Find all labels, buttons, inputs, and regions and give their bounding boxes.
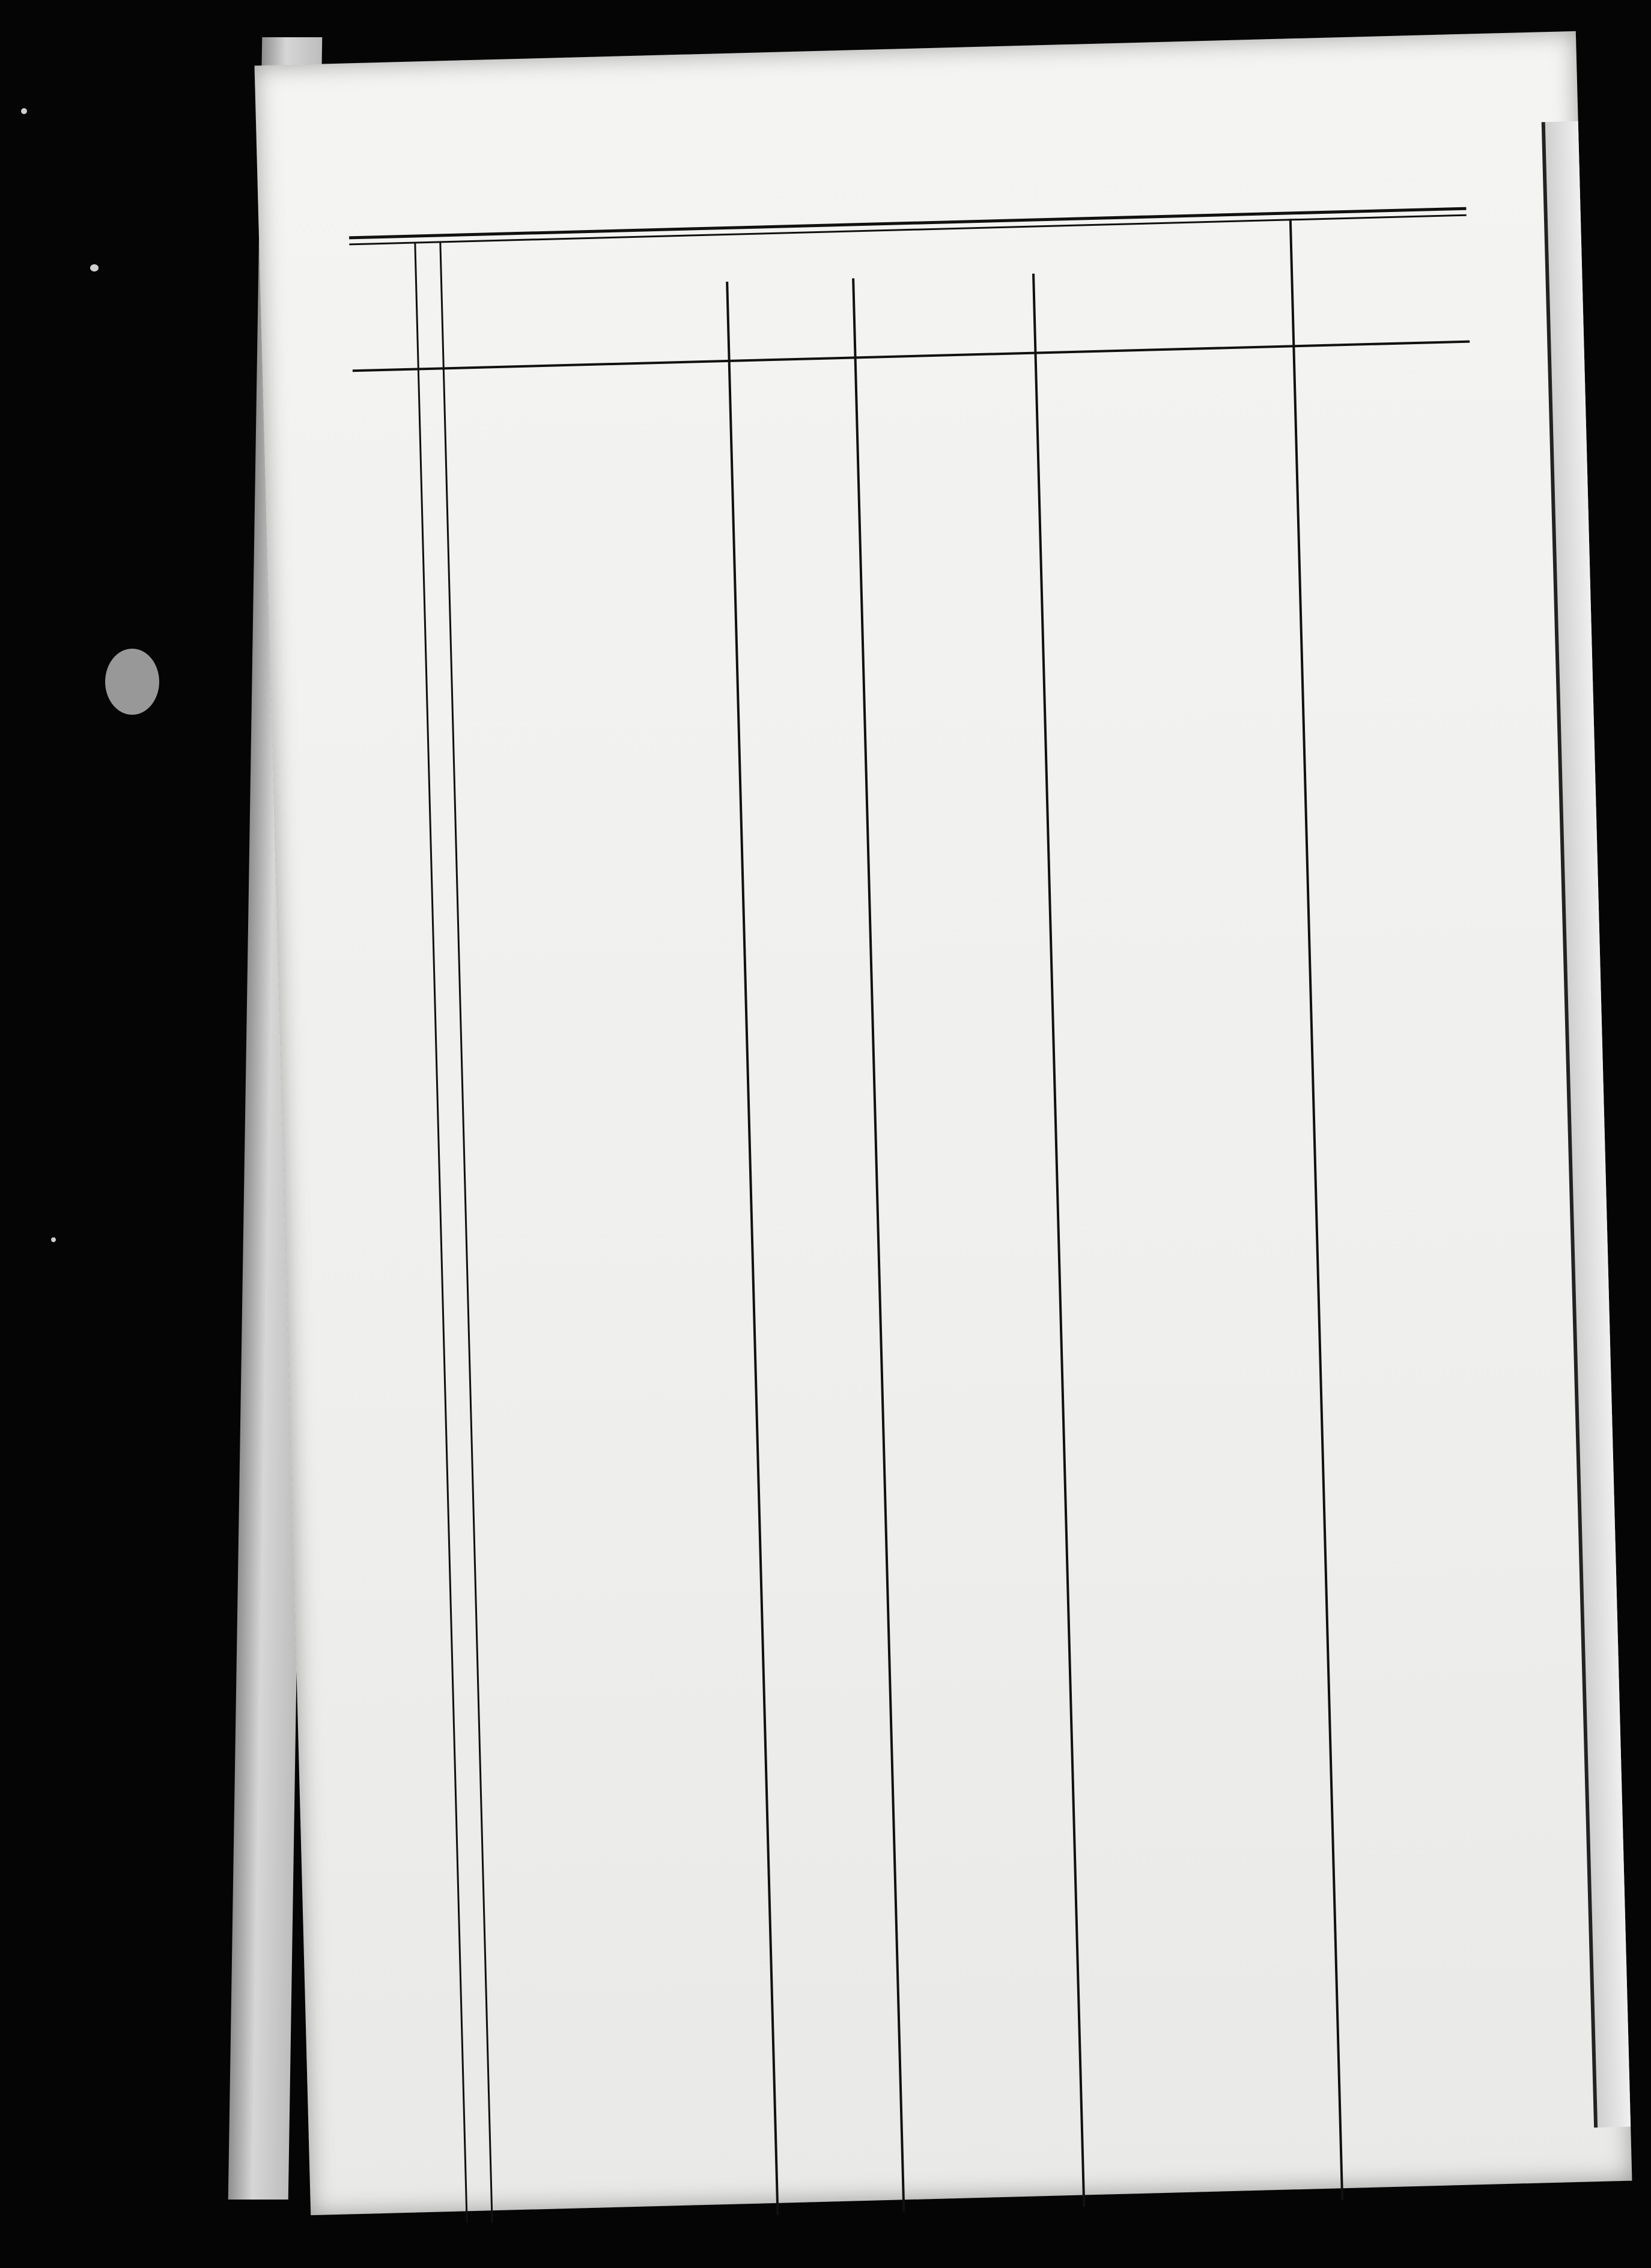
column-header-number — [350, 254, 410, 256]
ledger-page — [255, 31, 1632, 2215]
dust-speck — [90, 264, 99, 271]
voter-list — [255, 31, 1576, 66]
column-divider — [1032, 274, 1085, 2207]
column-header-con — [856, 289, 1036, 294]
column-header-lot — [729, 282, 843, 285]
header-rule-top-2 — [349, 214, 1466, 246]
column-divider — [1289, 219, 1343, 2200]
dust-speck — [51, 1237, 56, 1242]
column-header-name — [464, 276, 729, 283]
column-divider — [439, 241, 493, 2222]
dust-speck — [105, 649, 159, 715]
column-divider — [852, 278, 905, 2212]
column-divider — [414, 241, 467, 2223]
header-rule-top — [349, 207, 1466, 240]
column-header-juror — [419, 253, 422, 356]
header-rule-bottom — [353, 341, 1470, 372]
page-edge — [1542, 121, 1631, 2127]
dust-speck — [21, 108, 27, 114]
column-header-po-address — [1335, 235, 1338, 347]
column-divider — [726, 282, 779, 2215]
